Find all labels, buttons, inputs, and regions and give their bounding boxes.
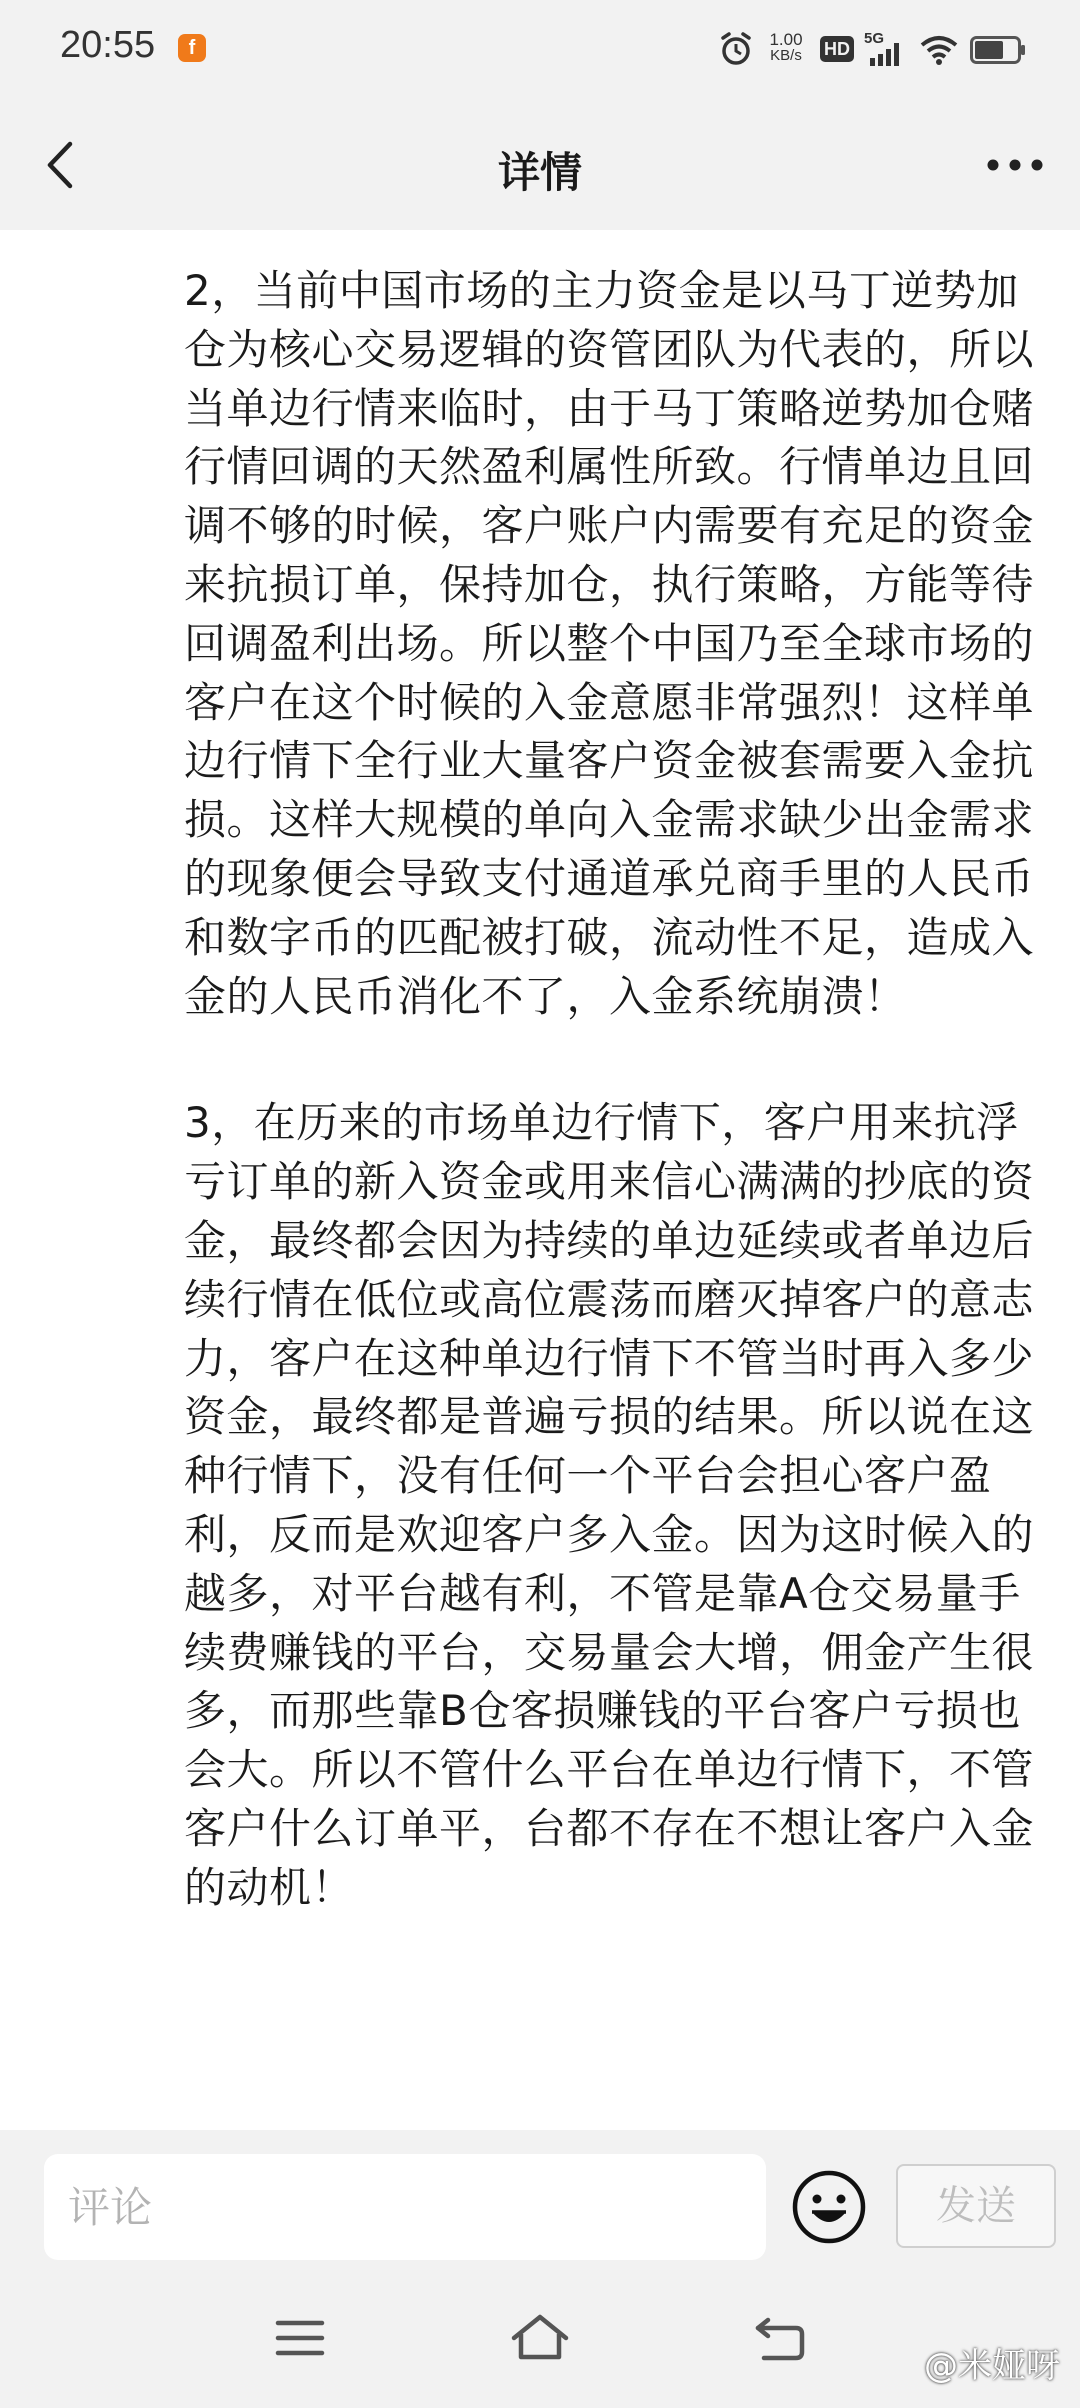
article-paragraph: 2，当前中国市场的主力资金是以马丁逆势加仓为核心交易逻辑的资管团队为代表的，所以当单边行情来临时，由于马丁策略逆势加仓赌行情回调的天然盈利属性所致。行情单边且回调不够的时候，客户账户内需要有充足的资金来抗损订单，保持加仓，执行策略，方能等待回调盈利出场。所以整个中国乃至全球市场的客户在这个时候的入金意愿非常强烈！这样单边行情下全行业大量客户资金被套需要入金抗损。这样大规模的单向入金需求缺少出金需求的现象便会导致支付通道承兑商手里的人民币和数字币的匹配被打破，流动性不足，造成入金的人民币消化不了，入金系统崩溃！: [184, 266, 1035, 1021]
nav-bar: [0, 100, 1080, 230]
back-return-icon[interactable]: [752, 2314, 808, 2364]
status-icons: [720, 26, 1040, 76]
status-bar: [0, 0, 1080, 100]
article-paragraph: 3，在历来的市场单边行情下，客户用来抗浮亏订单的新入资金或用来信心满满的抄底的资金，最终都会因为持续的单边延续或者单边后续行情在低位或高位震荡而磨灭掉客户的意志力，客户在这种单边行情下不管当时再入多少资金，最终都是普遍亏损的结果。所以说在这种行情下，没有任何一个平台会担心客户盈利，反而是欢迎客户多入金。因为这时候入的越多，对平台越有利，不管是靠A仓交易量手续费赚钱的平台，交易量会大增，佣金产生很多，而那些靠B仓客损赚钱的平台客户亏损也会大。所以不管什么平台在单边行情下，不管客户什么订单平，台都不存在不想让客户入金的动机！: [184, 1098, 1035, 1912]
signal-icon: [864, 30, 908, 70]
alarm-icon: [720, 32, 752, 66]
more-button[interactable]: [980, 140, 1050, 190]
network-type-label: 5G: [864, 30, 885, 47]
net-speed-value: 1.00: [769, 30, 803, 49]
comment-bar: [0, 2130, 1080, 2270]
app-notification-icon: f: [178, 34, 206, 62]
home-icon[interactable]: [508, 2312, 572, 2362]
net-speed-unit: KB/s: [770, 47, 802, 64]
page-title: 详情: [497, 148, 582, 197]
watermark: @米娅呀: [924, 2346, 1060, 2386]
article-content: [184, 262, 1044, 1918]
menu-icon[interactable]: [275, 2318, 325, 2358]
comment-input[interactable]: [44, 2154, 766, 2260]
send-button[interactable]: 发送: [896, 2164, 1056, 2248]
more-dots-icon: [980, 140, 1050, 190]
emoji-smile-icon: [790, 2168, 868, 2246]
wifi-icon: [920, 34, 958, 66]
net-speed: [760, 32, 812, 64]
system-navigation-bar: [0, 2270, 1080, 2408]
battery-icon: [970, 36, 1026, 64]
hd-icon: HD: [820, 36, 854, 62]
status-time: 20:55: [60, 24, 156, 66]
emoji-button[interactable]: [790, 2168, 868, 2246]
